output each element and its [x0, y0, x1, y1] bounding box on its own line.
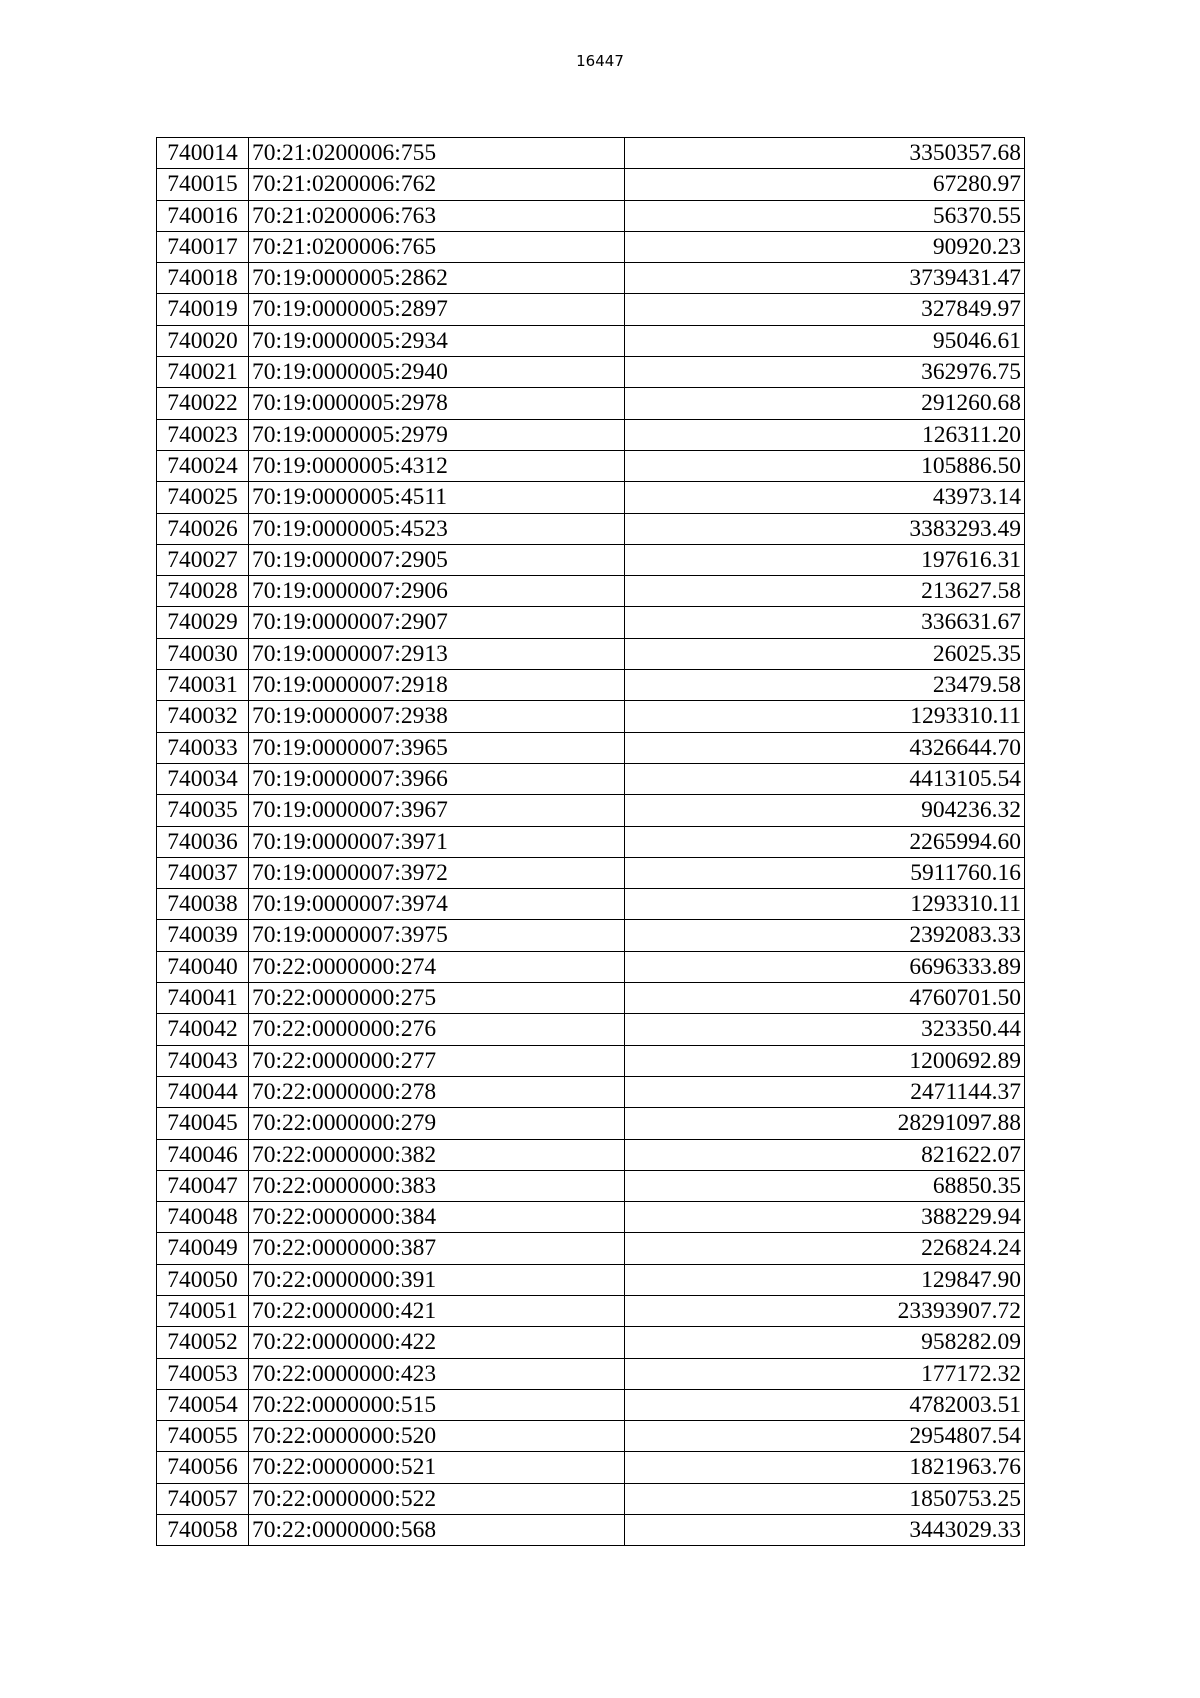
cadastral-value-cell: 4413105.54 [625, 763, 1025, 794]
table-row [157, 670, 1025, 701]
cadastral-value-cell: 177172.32 [625, 1358, 1025, 1389]
cadastral-value-cell: 821622.07 [625, 1139, 1025, 1170]
cadastral-number-cell: 70:19:0000007:2938 [249, 701, 625, 732]
table-row [157, 1202, 1025, 1233]
cadastral-number-cell: 70:21:0200006:762 [249, 169, 625, 200]
cadastral-number-cell: 70:19:0000007:3974 [249, 889, 625, 920]
cadastral-number-cell: 70:21:0200006:765 [249, 231, 625, 262]
row-code-cell: 740039 [157, 920, 249, 951]
cadastral-value-cell: 958282.09 [625, 1327, 1025, 1358]
cadastral-value-cell: 4782003.51 [625, 1389, 1025, 1420]
row-code-cell: 740038 [157, 889, 249, 920]
row-code-cell: 740027 [157, 544, 249, 575]
cadastral-number-cell: 70:19:0000007:2905 [249, 544, 625, 575]
table-row [157, 388, 1025, 419]
row-code-cell: 740046 [157, 1139, 249, 1170]
row-code-cell: 740032 [157, 701, 249, 732]
cadastral-value-cell: 388229.94 [625, 1202, 1025, 1233]
table-row [157, 325, 1025, 356]
cadastral-number-cell: 70:22:0000000:279 [249, 1108, 625, 1139]
cadastral-value-cell: 197616.31 [625, 544, 1025, 575]
cadastral-number-cell: 70:19:0000007:3975 [249, 920, 625, 951]
table-row [157, 419, 1025, 450]
cadastral-number-cell: 70:19:0000005:2940 [249, 357, 625, 388]
cadastral-value-cell: 28291097.88 [625, 1108, 1025, 1139]
cadastral-value-cell: 1293310.11 [625, 889, 1025, 920]
cadastral-number-cell: 70:21:0200006:755 [249, 138, 625, 169]
cadastral-value-cell: 1200692.89 [625, 1045, 1025, 1076]
cadastral-number-cell: 70:19:0000005:4523 [249, 513, 625, 544]
row-code-cell: 740029 [157, 607, 249, 638]
table-row [157, 294, 1025, 325]
table-row [157, 513, 1025, 544]
row-code-cell: 740053 [157, 1358, 249, 1389]
table-row [157, 701, 1025, 732]
cadastral-value-cell: 6696333.89 [625, 951, 1025, 982]
cadastral-number-cell: 70:22:0000000:515 [249, 1389, 625, 1420]
table-row [157, 1483, 1025, 1514]
cadastral-value-cell: 5911760.16 [625, 857, 1025, 888]
cadastral-number-cell: 70:22:0000000:387 [249, 1233, 625, 1264]
table-row [157, 1264, 1025, 1295]
cadastral-value-cell: 2471144.37 [625, 1076, 1025, 1107]
table-row [157, 482, 1025, 513]
row-code-cell: 740016 [157, 200, 249, 231]
table-row [157, 357, 1025, 388]
cadastral-number-cell: 70:22:0000000:391 [249, 1264, 625, 1295]
cadastral-value-cell: 323350.44 [625, 1014, 1025, 1045]
cadastral-value-cell: 3739431.47 [625, 263, 1025, 294]
cadastral-number-cell: 70:19:0000005:2862 [249, 263, 625, 294]
cadastral-number-cell: 70:22:0000000:382 [249, 1139, 625, 1170]
cadastral-value-cell: 1821963.76 [625, 1452, 1025, 1483]
row-code-cell: 740054 [157, 1389, 249, 1420]
cadastral-number-cell: 70:22:0000000:422 [249, 1327, 625, 1358]
row-code-cell: 740044 [157, 1076, 249, 1107]
cadastral-number-cell: 70:22:0000000:421 [249, 1295, 625, 1326]
table-row [157, 1295, 1025, 1326]
table-row [157, 1108, 1025, 1139]
cadastral-number-cell: 70:22:0000000:520 [249, 1421, 625, 1452]
page-number: 16447 [576, 52, 624, 70]
row-code-cell: 740040 [157, 951, 249, 982]
table-row [157, 1421, 1025, 1452]
row-code-cell: 740025 [157, 482, 249, 513]
table-row [157, 638, 1025, 669]
cadastral-value-cell: 2954807.54 [625, 1421, 1025, 1452]
row-code-cell: 740045 [157, 1108, 249, 1139]
row-code-cell: 740048 [157, 1202, 249, 1233]
cadastral-value-cell: 23393907.72 [625, 1295, 1025, 1326]
table-row [157, 1515, 1025, 1546]
row-code-cell: 740051 [157, 1295, 249, 1326]
table-row [157, 169, 1025, 200]
row-code-cell: 740034 [157, 763, 249, 794]
table-row [157, 1358, 1025, 1389]
cadastral-value-cell: 23479.58 [625, 670, 1025, 701]
cadastral-number-cell: 70:22:0000000:521 [249, 1452, 625, 1483]
row-code-cell: 740033 [157, 732, 249, 763]
cadastral-value-cell: 213627.58 [625, 576, 1025, 607]
cadastral-number-cell: 70:19:0000005:2934 [249, 325, 625, 356]
table-row [157, 231, 1025, 262]
cadastral-value-cell: 67280.97 [625, 169, 1025, 200]
cadastral-value-cell: 95046.61 [625, 325, 1025, 356]
cadastral-value-cell: 68850.35 [625, 1170, 1025, 1201]
table-row [157, 1076, 1025, 1107]
row-code-cell: 740031 [157, 670, 249, 701]
row-code-cell: 740019 [157, 294, 249, 325]
cadastral-number-cell: 70:19:0000007:2906 [249, 576, 625, 607]
cadastral-number-cell: 70:19:0000007:2918 [249, 670, 625, 701]
cadastral-value-cell: 336631.67 [625, 607, 1025, 638]
cadastral-value-cell: 3350357.68 [625, 138, 1025, 169]
cadastral-value-cell: 2392083.33 [625, 920, 1025, 951]
cadastral-value-cell: 4326644.70 [625, 732, 1025, 763]
table-row [157, 983, 1025, 1014]
cadastral-number-cell: 70:19:0000005:2978 [249, 388, 625, 419]
cadastral-number-cell: 70:22:0000000:274 [249, 951, 625, 982]
cadastral-value-cell: 291260.68 [625, 388, 1025, 419]
row-code-cell: 740050 [157, 1264, 249, 1295]
row-code-cell: 740037 [157, 857, 249, 888]
cadastral-number-cell: 70:19:0000005:2897 [249, 294, 625, 325]
cadastral-value-cell: 129847.90 [625, 1264, 1025, 1295]
row-code-cell: 740014 [157, 138, 249, 169]
table-row [157, 826, 1025, 857]
cadastral-number-cell: 70:19:0000007:2913 [249, 638, 625, 669]
cadastral-number-cell: 70:22:0000000:278 [249, 1076, 625, 1107]
cadastral-number-cell: 70:19:0000005:2979 [249, 419, 625, 450]
cadastral-value-cell: 105886.50 [625, 450, 1025, 481]
row-code-cell: 740015 [157, 169, 249, 200]
table-row [157, 200, 1025, 231]
table-row [157, 889, 1025, 920]
cadastral-number-cell: 70:19:0000007:2907 [249, 607, 625, 638]
cadastral-value-cell: 1293310.11 [625, 701, 1025, 732]
table-body [157, 138, 1025, 1546]
row-code-cell: 740024 [157, 450, 249, 481]
row-code-cell: 740055 [157, 1421, 249, 1452]
cadastral-value-cell: 1850753.25 [625, 1483, 1025, 1514]
cadastral-number-cell: 70:22:0000000:423 [249, 1358, 625, 1389]
table-row [157, 1139, 1025, 1170]
cadastral-number-cell: 70:22:0000000:275 [249, 983, 625, 1014]
cadastral-value-cell: 327849.97 [625, 294, 1025, 325]
row-code-cell: 740028 [157, 576, 249, 607]
row-code-cell: 740036 [157, 826, 249, 857]
cadastral-value-cell: 362976.75 [625, 357, 1025, 388]
table-row [157, 857, 1025, 888]
row-code-cell: 740023 [157, 419, 249, 450]
row-code-cell: 740041 [157, 983, 249, 1014]
table-row [157, 1170, 1025, 1201]
cadastral-number-cell: 70:21:0200006:763 [249, 200, 625, 231]
table-row [157, 763, 1025, 794]
table-row [157, 263, 1025, 294]
cadastral-number-cell: 70:22:0000000:277 [249, 1045, 625, 1076]
row-code-cell: 740021 [157, 357, 249, 388]
cadastral-value-cell: 90920.23 [625, 231, 1025, 262]
table-row [157, 1045, 1025, 1076]
row-code-cell: 740020 [157, 325, 249, 356]
row-code-cell: 740017 [157, 231, 249, 262]
table-row [157, 544, 1025, 575]
table-row [157, 1389, 1025, 1420]
table-row [157, 795, 1025, 826]
row-code-cell: 740026 [157, 513, 249, 544]
cadastral-value-cell: 26025.35 [625, 638, 1025, 669]
row-code-cell: 740056 [157, 1452, 249, 1483]
cadastral-number-cell: 70:22:0000000:276 [249, 1014, 625, 1045]
table-row [157, 732, 1025, 763]
table-row [157, 576, 1025, 607]
row-code-cell: 740043 [157, 1045, 249, 1076]
cadastral-value-cell: 4760701.50 [625, 983, 1025, 1014]
cadastral-value-cell: 3383293.49 [625, 513, 1025, 544]
table-row [157, 1327, 1025, 1358]
row-code-cell: 740022 [157, 388, 249, 419]
cadastral-value-cell: 3443029.33 [625, 1515, 1025, 1546]
cadastral-value-cell: 226824.24 [625, 1233, 1025, 1264]
cadastral-number-cell: 70:19:0000005:4511 [249, 482, 625, 513]
cadastral-value-cell: 126311.20 [625, 419, 1025, 450]
cadastral-number-cell: 70:22:0000000:384 [249, 1202, 625, 1233]
table-row [157, 1452, 1025, 1483]
row-code-cell: 740030 [157, 638, 249, 669]
row-code-cell: 740058 [157, 1515, 249, 1546]
cadastral-value-cell: 904236.32 [625, 795, 1025, 826]
row-code-cell: 740018 [157, 263, 249, 294]
table-row [157, 450, 1025, 481]
row-code-cell: 740035 [157, 795, 249, 826]
cadastral-number-cell: 70:19:0000005:4312 [249, 450, 625, 481]
cadastral-value-table [156, 137, 1025, 1546]
row-code-cell: 740042 [157, 1014, 249, 1045]
cadastral-number-cell: 70:22:0000000:383 [249, 1170, 625, 1201]
table-row [157, 951, 1025, 982]
cadastral-number-cell: 70:19:0000007:3971 [249, 826, 625, 857]
cadastral-number-cell: 70:22:0000000:522 [249, 1483, 625, 1514]
row-code-cell: 740047 [157, 1170, 249, 1201]
row-code-cell: 740052 [157, 1327, 249, 1358]
row-code-cell: 740049 [157, 1233, 249, 1264]
cadastral-number-cell: 70:19:0000007:3965 [249, 732, 625, 763]
table-row [157, 138, 1025, 169]
cadastral-number-cell: 70:22:0000000:568 [249, 1515, 625, 1546]
cadastral-number-cell: 70:19:0000007:3967 [249, 795, 625, 826]
row-code-cell: 740057 [157, 1483, 249, 1514]
table-row [157, 607, 1025, 638]
cadastral-value-cell: 43973.14 [625, 482, 1025, 513]
cadastral-value-cell: 2265994.60 [625, 826, 1025, 857]
table-row [157, 1014, 1025, 1045]
table-row [157, 920, 1025, 951]
cadastral-value-cell: 56370.55 [625, 200, 1025, 231]
table-row [157, 1233, 1025, 1264]
cadastral-number-cell: 70:19:0000007:3972 [249, 857, 625, 888]
cadastral-number-cell: 70:19:0000007:3966 [249, 763, 625, 794]
